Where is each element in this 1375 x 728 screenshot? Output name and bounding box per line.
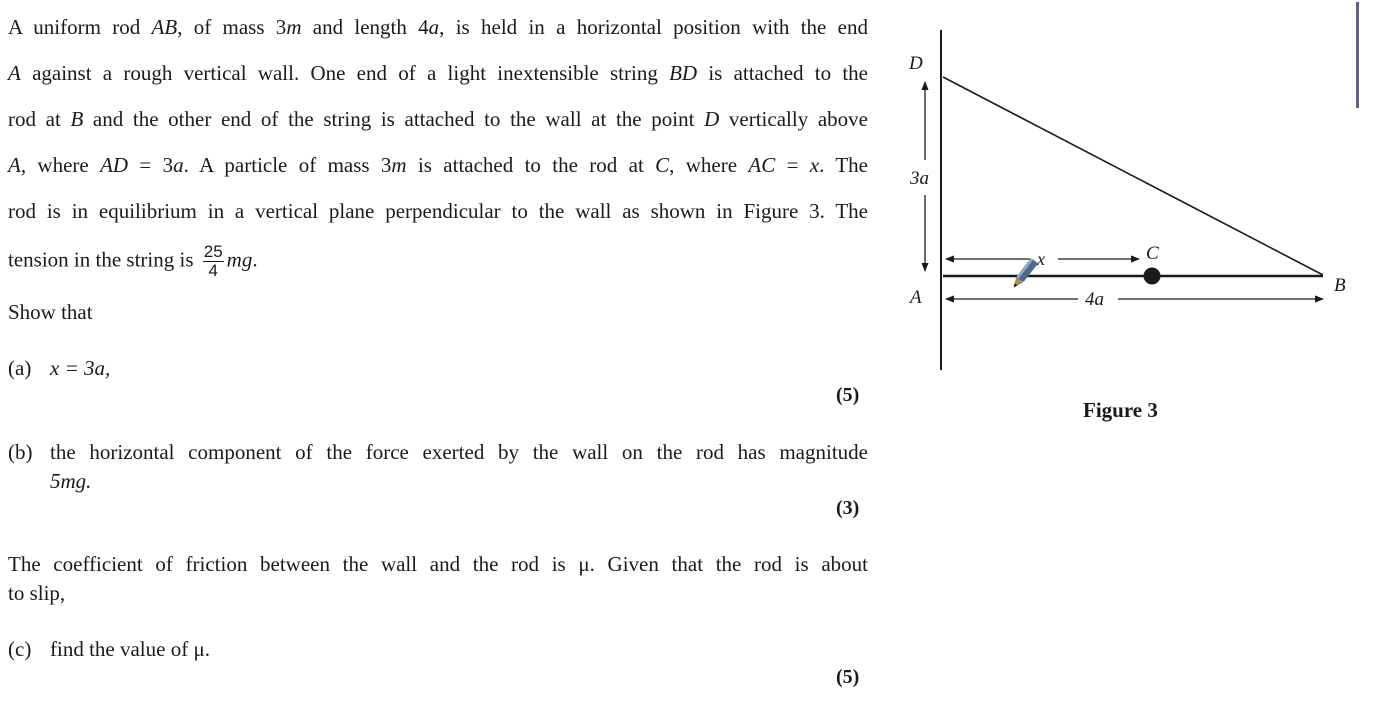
particle-c: [1144, 268, 1161, 285]
friction-line-1: The coefficient of friction between the wall and the rod is μ. Given that the rod is about: [8, 552, 868, 576]
text-run: , of mass 3: [177, 15, 287, 39]
math-symbol: A: [8, 153, 21, 177]
show-that: Show that: [8, 300, 93, 324]
math-symbol: B: [70, 107, 84, 131]
math-symbol: x: [809, 153, 820, 177]
math-symbol: A: [8, 61, 21, 85]
fraction-denominator: 4: [208, 261, 218, 280]
part-c-label: (c): [8, 637, 32, 661]
text-run: A uniform rod: [8, 15, 152, 39]
math-symbol: AC: [748, 153, 776, 177]
text-run: , where: [669, 153, 749, 177]
label-3a: 3a: [910, 168, 929, 189]
text-run: and length 4: [301, 15, 429, 39]
part-a-text: x = 3a,: [50, 356, 111, 380]
string-bd: [943, 77, 1323, 275]
text-run: rod at: [8, 107, 71, 131]
text-run: . A particle of mass 3: [183, 153, 392, 177]
text-run: and the other end of the string is attached to the wall at the point: [83, 107, 705, 131]
fraction-numerator: 25: [203, 242, 223, 261]
math-symbol: a: [428, 15, 440, 39]
math-symbol: a: [173, 153, 184, 177]
pen-cursor-icon: [1010, 258, 1038, 290]
part-c-marks: (5): [836, 666, 860, 688]
math-symbol: C: [655, 153, 670, 177]
figure-caption: Figure 3: [1083, 398, 1158, 422]
friction-line-2: to slip,: [8, 581, 66, 605]
text-run: against a rough vertical wall. One end of a light inextensible string: [20, 61, 670, 85]
window-edge-bar: [1356, 2, 1359, 108]
text-run: , where: [20, 153, 101, 177]
label-a: A: [910, 287, 922, 308]
text-run: is attached to the: [697, 61, 868, 85]
part-c-text: find the value of μ.: [50, 637, 210, 661]
math-symbol: m: [286, 15, 302, 39]
math-symbol: AD: [100, 153, 129, 177]
math-symbol: D: [704, 107, 720, 131]
math-symbol: BD: [669, 61, 698, 85]
text-run: vertically above: [719, 107, 868, 131]
part-a-label: (a): [8, 356, 32, 380]
part-a-marks: (5): [836, 384, 860, 406]
text-run: , is held in a horizontal position with the end: [439, 15, 868, 39]
tension-suffix: mg: [226, 247, 253, 272]
tension-prefix: tension in the string is: [8, 247, 194, 272]
text-run: rod is in equilibrium in a vertical plane perpendicular to the wall as shown in Figure 3. The: [8, 199, 868, 223]
label-b: B: [1334, 275, 1346, 296]
text-run: is attached to the rod at: [406, 153, 656, 177]
part-b-label: (b): [8, 440, 33, 464]
part-b-text: the horizontal component of the force exerted by the wall on the rod has magnitude: [50, 440, 868, 464]
tension-end: .: [252, 247, 258, 272]
part-b-marks: (3): [836, 497, 860, 519]
label-c: C: [1146, 243, 1159, 264]
text-run: . The: [819, 153, 868, 177]
math-symbol: m: [391, 153, 407, 177]
text-run: = 3: [128, 153, 174, 177]
part-b-value: 5mg.: [50, 469, 92, 493]
label-d: D: [909, 53, 923, 74]
label-x: x: [1037, 249, 1045, 269]
math-symbol: AB: [151, 15, 178, 39]
label-4a: 4a: [1085, 289, 1104, 310]
text-run: =: [775, 153, 810, 177]
